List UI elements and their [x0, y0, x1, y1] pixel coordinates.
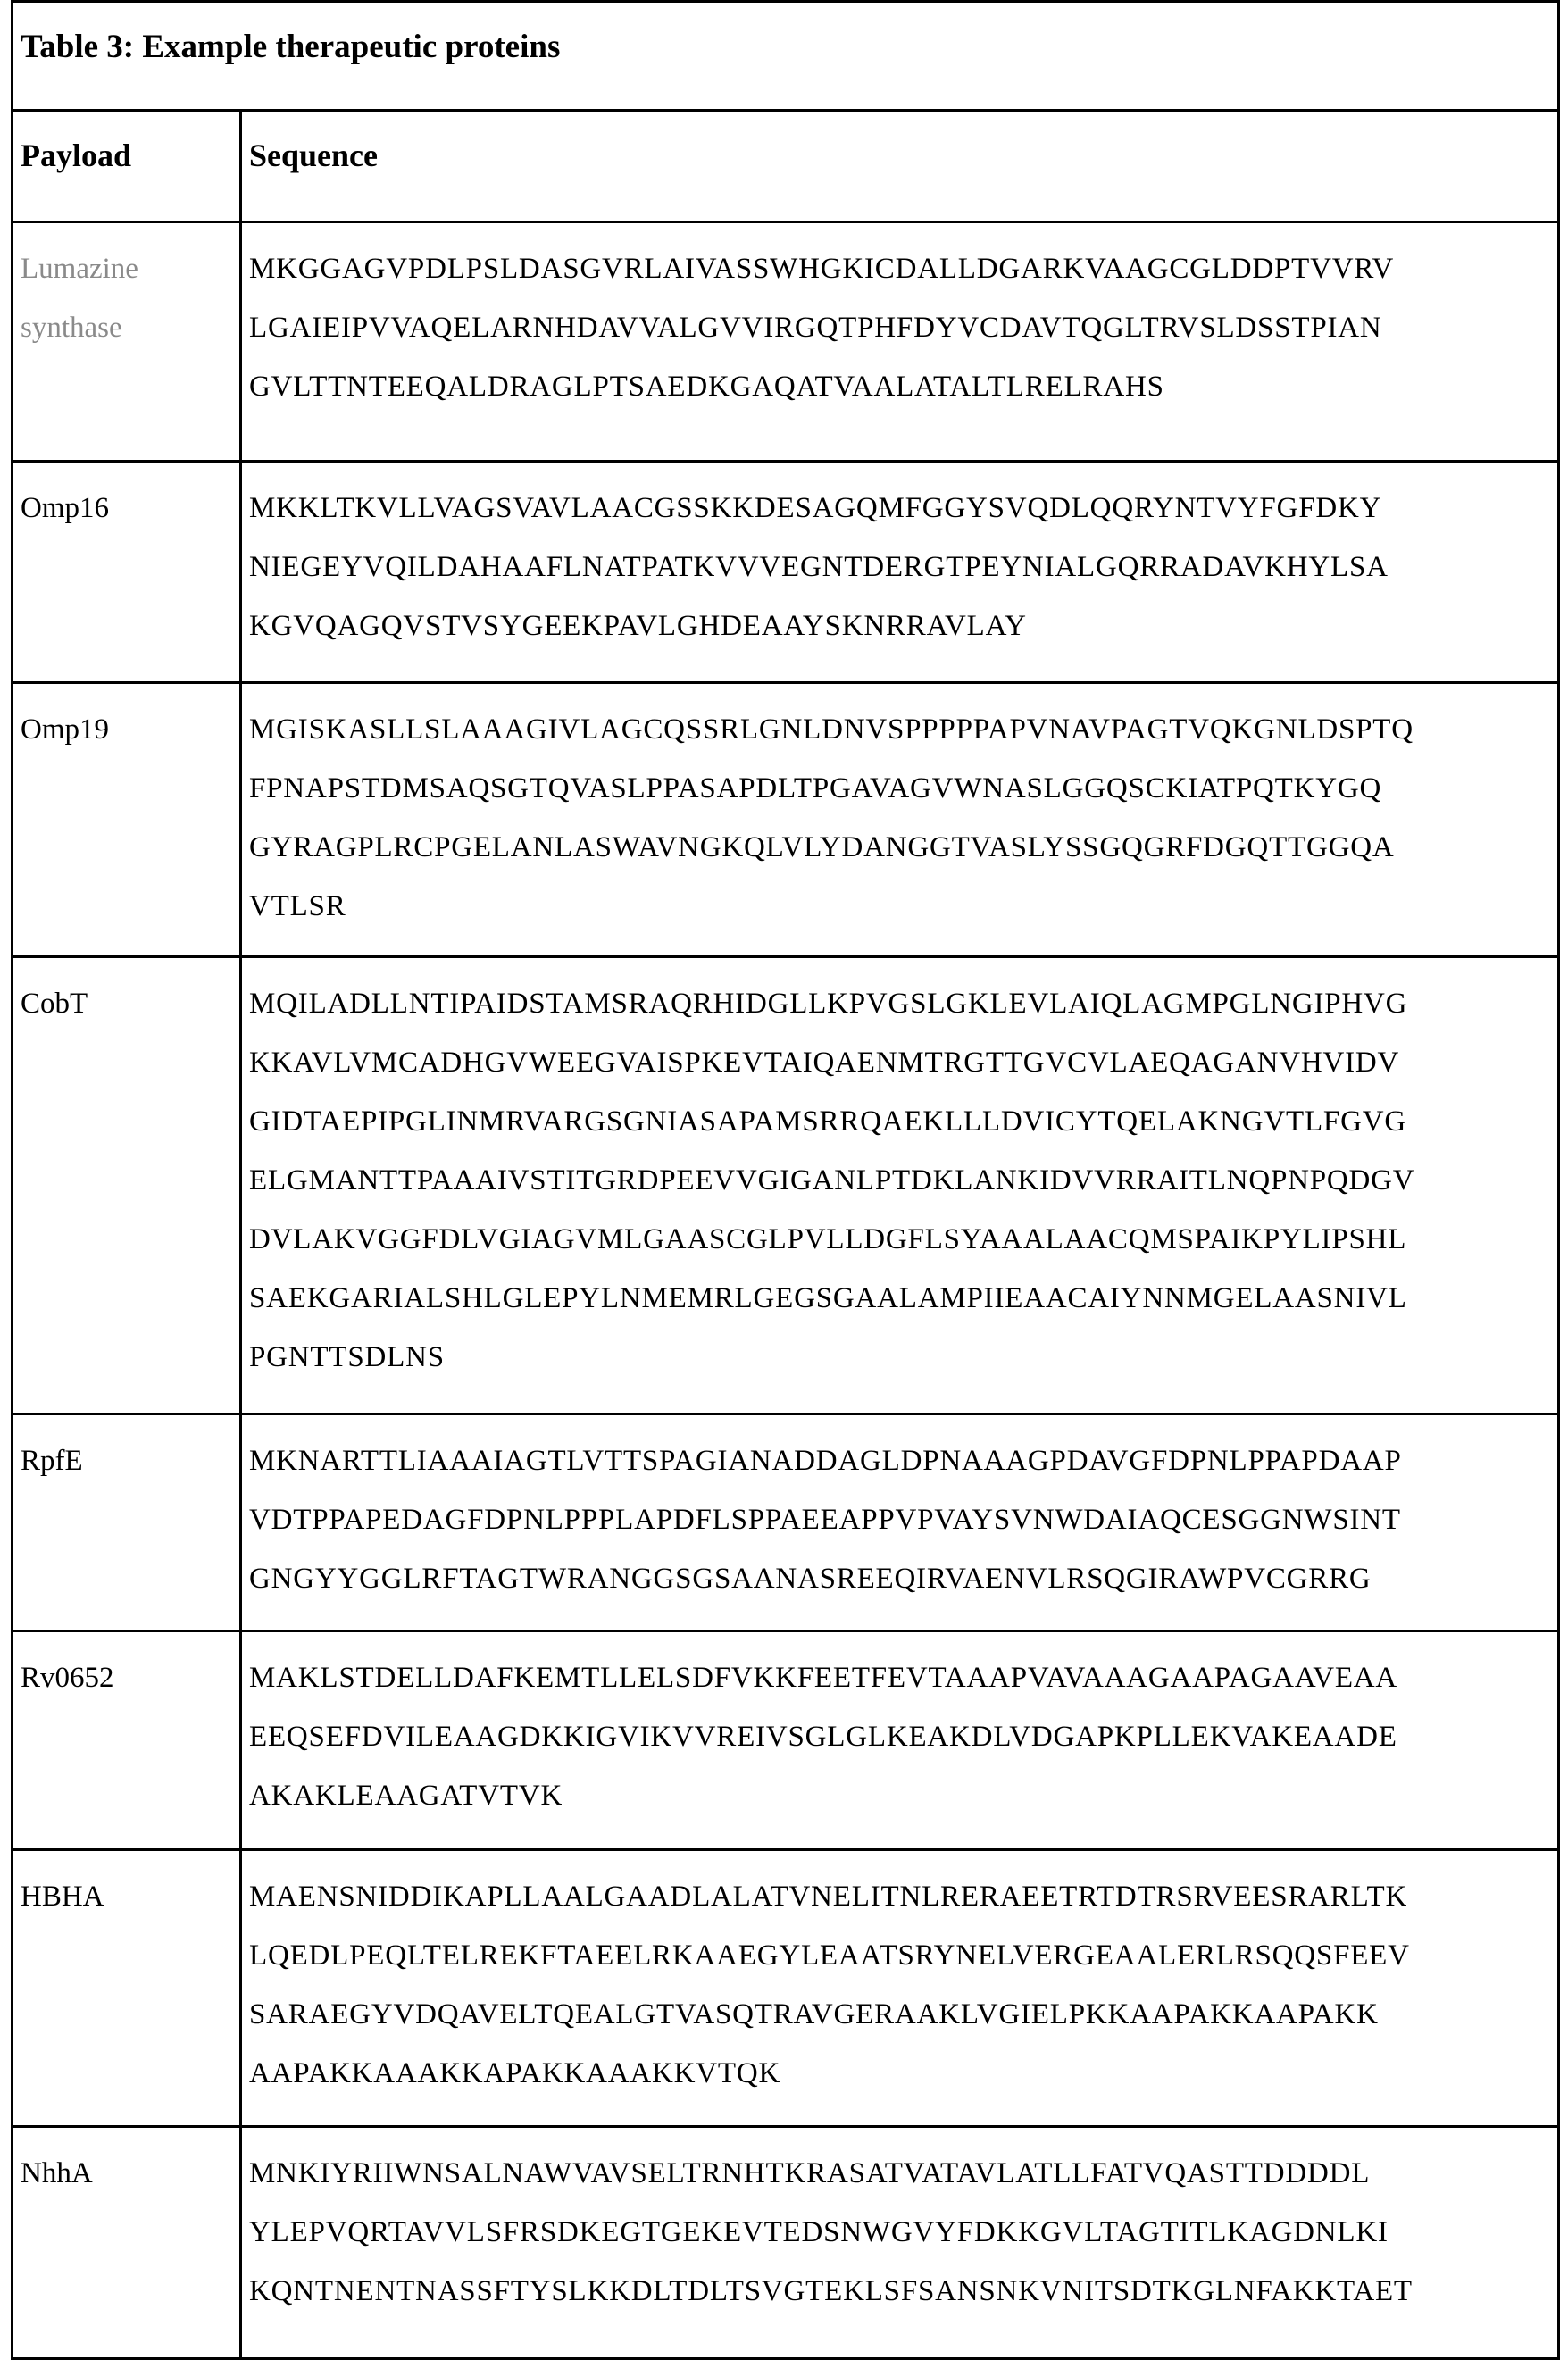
sequence-cell [241, 1631, 1559, 1850]
sequence-cell [241, 222, 1559, 462]
sequence-cell [241, 957, 1559, 1414]
table-row [13, 683, 1559, 957]
table-header-row [13, 111, 1559, 222]
table-row [13, 1850, 1559, 2127]
payload-cell: CobT [13, 957, 241, 1414]
sequence-line: SAEKGARIALSHLGLEPYLNMEMRLGEGSGAALAMPIIEAACAIYNNMGELAASNIVL [249, 1269, 1550, 1328]
payload-cell: NhhA [13, 2127, 241, 2359]
table-row [13, 2127, 1559, 2359]
sequence-cell [241, 1850, 1559, 2127]
sequence-line: MQILADLLNTIPAIDSTAMSRAQRHIDGLLKPVGSLGKLEVLAIQLAGMPGLNGIPHVG [249, 974, 1550, 1033]
payload-cell: Omp19 [13, 683, 241, 957]
table-row [13, 1414, 1559, 1631]
therapeutic-proteins-table [11, 0, 1560, 2360]
sequence-line: LQEDLPEQLTELREKFTAEELRKAAEGYLEAATSRYNELVERGEAALERLRSQQSFEEV [249, 1926, 1550, 1985]
payload-cell: RpfE [13, 1414, 241, 1631]
payload-cell: Rv0652 [13, 1631, 241, 1850]
sequence-cell [241, 1414, 1559, 1631]
table-title-row [13, 2, 1559, 111]
payload-cell: Omp16 [13, 462, 241, 683]
sequence-line: MKNARTTLIAAAIAGTLVTTSPAGIANADDAGLDPNAAAGPDAVGFDPNLPPAPDAAP [249, 1431, 1550, 1490]
sequence-cell [241, 683, 1559, 957]
payload-cell: Lumazine synthase [13, 222, 241, 462]
sequence-line: MKKLTKVLLVAGSVAVLAACGSSKKDESAGQMFGGYSVQDLQQRYNTVYFGFDKY [249, 479, 1550, 538]
table-row [13, 1631, 1559, 1850]
table-row [13, 462, 1559, 683]
column-header-payload: Payload [13, 111, 241, 222]
sequence-line: AAPAKKAAAKKAPAKKAAAKKVTQK [249, 2044, 1550, 2103]
sequence-line: MNKIYRIIWNSALNAWVAVSELTRNHTKRASATVATAVLATLLFATVQASTTDDDDL [249, 2144, 1550, 2203]
payload-cell: HBHA [13, 1850, 241, 2127]
sequence-line: LGAIEIPVVAQELARNHDAVVALGVVIRGQTPHFDYVCDAVTQGLTRVSLDSSTPIAN [249, 298, 1550, 357]
sequence-line: GNGYYGGLRFTAGTWRANGGSGSAANASREEQIRVAENVLRSQGIRAWPVCGRRG [249, 1549, 1550, 1608]
sequence-cell [241, 2127, 1559, 2359]
table-row [13, 222, 1559, 462]
sequence-line: PGNTTSDLNS [249, 1328, 1550, 1387]
sequence-line: MAENSNIDDIKAPLLAALGAADLALATVNELITNLRERAEETRTDTRSRVEESRARLTK [249, 1867, 1550, 1926]
sequence-line: GIDTAEPIPGLINMRVARGSGNIASAPAMSRRQAEKLLLDVICYTQELAKNGVTLFGVG [249, 1092, 1550, 1151]
sequence-line: GYRAGPLRCPGELANLASWAVNGKQLVLYDANGGTVASLYSSGQGRFDGQTTGGQA [249, 818, 1550, 877]
sequence-line: EEQSEFDVILEAAGDKKIGVIKVVREIVSGLGLKEAKDLVDGAPKPLLEKVAKEAADE [249, 1707, 1550, 1766]
sequence-line: KQNTNENTNASSFTYSLKKDLTDLTSVGTEKLSFSANSNKVNITSDTKGLNFAKKTAET [249, 2262, 1550, 2321]
sequence-line: GVLTTNTEEQALDRAGLPTSAEDKGAQATVAALATALTLRELRAHS [249, 357, 1550, 416]
column-header-sequence: Sequence [241, 111, 1559, 222]
sequence-line: ELGMANTTPAAAIVSTITGRDPEEVVGIGANLPTDKLANKIDVVRRAITLNQPNPQDGV [249, 1151, 1550, 1210]
sequence-line: DVLAKVGGFDLVGIAGVMLGAASCGLPVLLDGFLSYAAALAACQMSPAIKPYLIPSHL [249, 1210, 1550, 1269]
sequence-line: YLEPVQRTAVVLSFRSDKEGTGEKEVTEDSNWGVYFDKKGVLTAGTITLKAGDNLKI [249, 2203, 1550, 2262]
sequence-line: FPNAPSTDMSAQSGTQVASLPPASAPDLTPGAVAGVWNASLGGQSCKIATPQTKYGQ [249, 759, 1550, 818]
sequence-line: SARAEGYVDQAVELTQEALGTVASQTRAVGERAAKLVGIELPKKAAPAKKAAPAKK [249, 1985, 1550, 2044]
sequence-cell [241, 462, 1559, 683]
sequence-line: MAKLSTDELLDAFKEMTLLELSDFVKKFEETFEVTAAAPVAVAAAGAAPAGAAVEAA [249, 1648, 1550, 1707]
sequence-line: AKAKLEAAGATVTVK [249, 1766, 1550, 1825]
sequence-line: KKAVLVMCADHGVWEEGVAISPKEVTAIQAENMTRGTTGVCVLAEQAGANVHVIDV [249, 1033, 1550, 1092]
table-row [13, 957, 1559, 1414]
sequence-line: VTLSR [249, 877, 1550, 936]
sequence-line: MGISKASLLSLAAAGIVLAGCQSSRLGNLDNVSPPPPPAPVNAVPAGTVQKGNLDSPTQ [249, 700, 1550, 759]
sequence-line: MKGGAGVPDLPSLDASGVRLAIVASSWHGKICDALLDGARKVAAGCGLDDPTVVRV [249, 239, 1550, 298]
sequence-line: NIEGEYVQILDAHAAFLNATPATKVVVEGNTDERGTPEYNIALGQRRADAVKHYLSA [249, 538, 1550, 596]
table-title: Table 3: Example therapeutic proteins [13, 2, 1559, 111]
sequence-line: VDTPPAPEDAGFDPNLPPPLAPDFLSPPAEEAPPVPVAYSVNWDAIAQCESGGNWSINT [249, 1490, 1550, 1549]
sequence-line: KGVQAGQVSTVSYGEEKPAVLGHDEAAYSKNRRAVLAY [249, 596, 1550, 655]
